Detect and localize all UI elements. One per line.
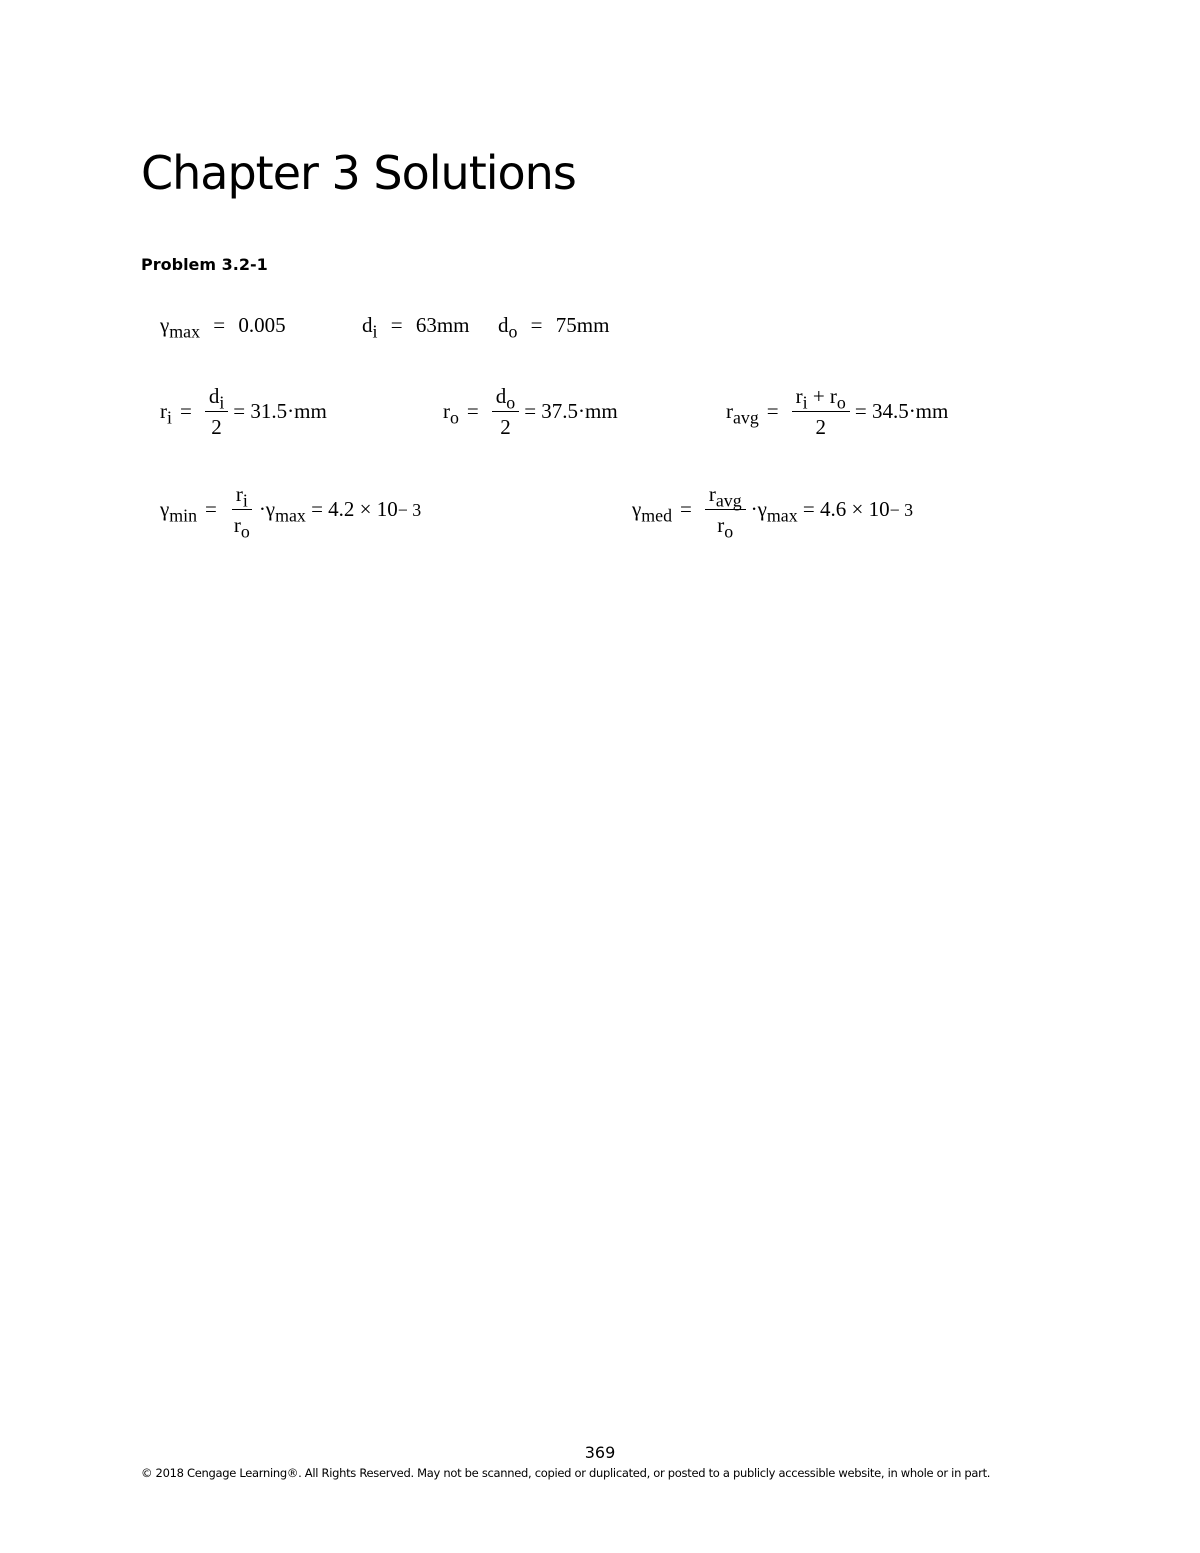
symbol: d [362, 313, 373, 337]
numerator: $d_o$ [492, 384, 519, 412]
fraction [205, 384, 228, 439]
numerator: $d_i$ [205, 384, 228, 412]
symbol: d [498, 313, 509, 337]
result: 4.2 × 10 [328, 497, 398, 522]
subscript: max [275, 505, 306, 526]
fraction [230, 482, 254, 542]
gamma-symbol: γ [632, 497, 642, 522]
gamma-symbol: γ [160, 497, 170, 522]
symbol: r [160, 399, 167, 424]
value: 0.005 [238, 313, 286, 337]
equals-sign: = [205, 497, 217, 522]
result: 37.5·mm [541, 399, 618, 424]
equation-d-i-given [362, 313, 470, 342]
numerator: $r_{avg}$ [705, 482, 746, 510]
equation-gamma-med: $\gamma_{med}$ = $\frac{r_{avg}}{r_o}$ $\cdot\gamma_{max}$ = 4.6 × 10 − 3 [632, 482, 914, 542]
equals-sign: = [680, 497, 692, 522]
equals-sign: = [524, 399, 537, 424]
fraction [705, 482, 746, 542]
equals-sign: = [854, 399, 867, 424]
equals-sign: = [179, 399, 192, 424]
fraction [792, 384, 850, 439]
page-number: 369 [584, 1443, 616, 1462]
denominator: $r_o$ [717, 513, 734, 542]
equals-sign: = [311, 497, 323, 522]
equation-r-o [443, 384, 618, 439]
equation-gamma-min: $\gamma_{min}$ = $\frac{r_i}{r_o}$ $\cdot\gamma_{max}$ = 4.2 × 10 − 3 [160, 482, 422, 542]
subscript: i [167, 407, 172, 428]
equation-r-avg [726, 384, 948, 439]
result: 34.5·mm [871, 399, 949, 424]
result: 31.5·mm [250, 399, 327, 424]
copyright-notice: © 2018 Cengage Learning®. All Rights Reserved. May not be scanned, copied or duplicated, or posted to a publicly accessible website, in whole or in part. [141, 1466, 991, 1480]
fraction [492, 384, 519, 439]
numerator: $r_i + r_o$ [792, 384, 850, 412]
value: 75mm [555, 313, 610, 337]
gamma-symbol: γ [160, 313, 170, 337]
chapter-title: Chapter 3 Solutions [141, 146, 576, 200]
multiplier: ·γ [258, 497, 276, 522]
equation-d-o-given [498, 313, 610, 342]
subscript: o [508, 321, 518, 342]
equals-sign: = [530, 313, 543, 337]
subscript: max [766, 505, 798, 526]
equals-sign: = [466, 399, 479, 424]
equals-sign: = [213, 313, 226, 337]
subscript: med [641, 505, 673, 526]
multiplier: ·γ [750, 497, 767, 522]
subscript: i [372, 321, 378, 342]
symbol: r [443, 399, 450, 424]
value: 63mm [415, 313, 470, 337]
equation-gamma-max-given [160, 313, 286, 342]
denominator: 2 [211, 415, 222, 440]
subscript: avg [733, 407, 759, 428]
equals-sign: = [233, 399, 246, 424]
subscript: min [169, 505, 198, 526]
symbol: r [726, 399, 733, 424]
equals-sign: = [390, 313, 403, 337]
result: 4.6 × 10 [819, 497, 890, 522]
denominator: 2 [815, 415, 826, 440]
problem-heading: Problem 3.2-1 [141, 255, 268, 274]
subscript: o [450, 407, 459, 428]
equation-r-i [160, 384, 327, 439]
denominator: 2 [500, 415, 511, 440]
numerator: $r_i$ [232, 482, 252, 510]
denominator: $r_o$ [233, 513, 250, 542]
subscript: max [169, 321, 201, 342]
equals-sign: = [802, 497, 815, 522]
equals-sign: = [766, 399, 779, 424]
